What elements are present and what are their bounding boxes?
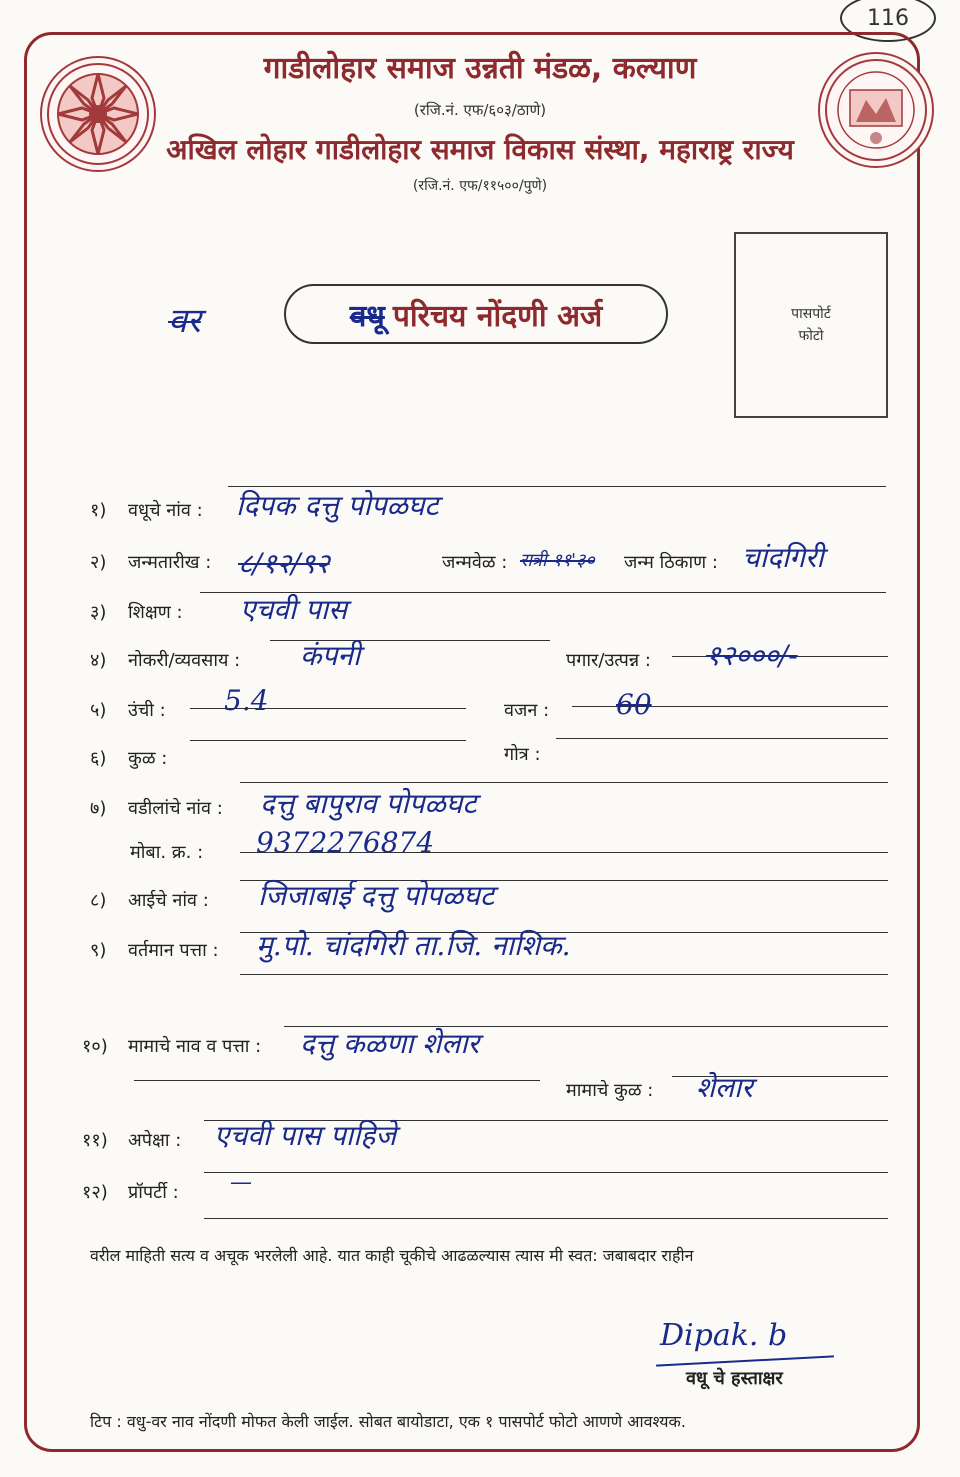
education-value[interactable]: एचवी पास (240, 593, 348, 626)
mobile-label: मोबा. क्र. : (130, 842, 204, 863)
maternal-clan-value[interactable]: शेलार (696, 1071, 753, 1104)
maternal-clan-label: मामाचे कुळ : (566, 1080, 654, 1101)
address-line-2 (240, 974, 888, 975)
birth-time-label: जन्मवेळ : (442, 552, 508, 573)
maternal-uncle-line-2 (134, 1080, 540, 1081)
field-4-label: नोकरी/व्यवसाय : (128, 650, 241, 671)
height-value[interactable]: 5.4 (224, 684, 269, 717)
clan-line (190, 740, 466, 741)
field-9-label: वर्तमान पत्ता : (128, 940, 219, 961)
organization-name-secondary: अखिल लोहार गाडीलोहार समाज विकास संस्था, महाराष्ट्र राज्य (166, 133, 794, 166)
field-11-number: ११) (82, 1130, 108, 1151)
field-5-label: उंची : (128, 700, 166, 721)
footnote-text: टिप : वधु-वर नाव नोंदणी मोफत केली जाईल. सोबत बायोडाटा, एक १ पासपोर्ट फोटो आणणे आवश्यक. (90, 1412, 686, 1431)
field-10-label: मामाचे नाव व पत्ता : (128, 1036, 262, 1057)
field-11-label: अपेक्षा : (128, 1130, 182, 1151)
field-2-label: जन्मतारीख : (128, 552, 212, 573)
photo-box-line1: पासपोर्ट (791, 306, 831, 322)
field-12-number: १२) (82, 1182, 108, 1203)
birth-date-value[interactable]: ८/१२/९२ (238, 547, 330, 580)
occupation-value[interactable]: कंपनी (300, 639, 361, 672)
expectation-value[interactable]: एचवी पास पाहिजे (214, 1119, 397, 1152)
field-1-label: वधूचे नांव : (128, 500, 203, 521)
property-line-2 (204, 1218, 888, 1219)
address-value[interactable]: मु.पो. चांदगिरी ता.जि. नाशिक. (256, 929, 571, 962)
income-label: पगार/उत्पन्न : (566, 650, 651, 671)
organization-name-primary: गाडीलोहार समाज उन्नती मंडळ, कल्याण (263, 51, 697, 86)
field-8-label: आईचे नांव : (128, 890, 209, 911)
form-title (284, 284, 668, 344)
father-name-line (240, 782, 888, 783)
birth-place-label: जन्म ठिकाण : (624, 552, 718, 573)
bride-name-value[interactable]: दिपक दत्तु पोपळघट (236, 489, 439, 522)
weight-value[interactable]: 60 (616, 688, 652, 721)
field-3-number: ३) (90, 602, 107, 623)
registration-number-secondary: (रजि.नं. एफ/११५००/पुणे) (412, 178, 548, 194)
applicant-signature: Dipak. b (660, 1318, 788, 1353)
mother-name-value[interactable]: जिजाबाई दत्तु पोपळघट (258, 879, 495, 912)
field-6-number: ६) (90, 748, 107, 769)
birth-time-value[interactable]: रात्री ११'३० (520, 550, 595, 571)
field-1-number: १) (90, 500, 107, 521)
field-8-number: ८) (90, 890, 107, 911)
father-name-value[interactable]: दत्तु बापुराव पोपळघट (260, 787, 477, 820)
field-7-label: वडीलांचे नांव : (128, 798, 223, 819)
photo-box-line2: फोटो (798, 328, 824, 344)
field-4-number: ४) (90, 650, 107, 671)
field-9-number: ९) (90, 940, 107, 961)
property-value[interactable]: — (230, 1170, 252, 1195)
field-6-label: कुळ : (128, 748, 168, 769)
registration-number-primary: (रजि.नं. एफ/६०३/ठाणे) (413, 101, 547, 119)
property-line-1 (204, 1172, 888, 1173)
field-2-number: २) (90, 552, 107, 573)
struck-title-word: वधू (349, 298, 385, 334)
field-10-number: १०) (82, 1036, 108, 1057)
handwritten-title-correction: वर (168, 301, 201, 341)
field-5-number: ५) (90, 700, 107, 721)
gotra-label: गोत्र : (504, 744, 541, 765)
mobile-value[interactable]: 9372276874 (256, 826, 435, 859)
page-number: 116 (840, 0, 936, 42)
field-3-label: शिक्षण : (128, 602, 183, 623)
field-7-number: ७) (90, 798, 107, 819)
form-title-text: परिचय नोंदणी अर्ज (392, 298, 603, 334)
weight-label: वजन : (504, 700, 550, 721)
field-12-label: प्रॉपर्टी : (128, 1182, 179, 1203)
income-value[interactable]: १२०००/- (706, 639, 798, 672)
maternal-uncle-value[interactable]: दत्तु कळणा शेलार (300, 1027, 480, 1060)
birth-place-value[interactable]: चांदगिरी (742, 541, 824, 574)
gotra-line (556, 738, 888, 739)
declaration-text: वरील माहिती सत्य व अचूक भरलेली आहे. यात काही चूकीचे आढळल्यास त्यास मी स्वत: जबाबदार राहीन (90, 1246, 694, 1265)
signature-label: वधू चे हस्ताक्षर (686, 1368, 783, 1389)
passport-photo-box (734, 232, 888, 418)
